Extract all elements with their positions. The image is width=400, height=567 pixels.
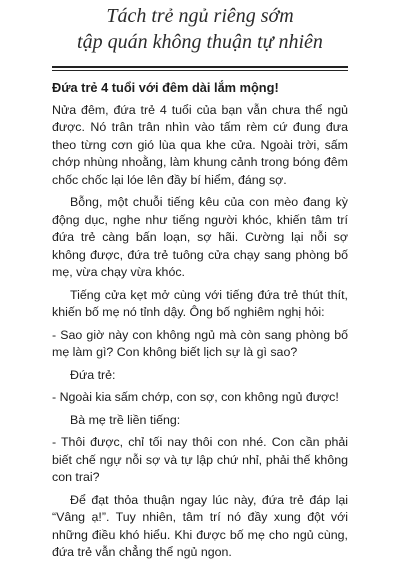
paragraph: Bà mẹ trề liền tiếng: — [70, 412, 181, 427]
paragraph: Bỗng, một chuỗi tiếng kêu của con mèo đang kỳ động dục, nghe như tiếng người khóc, khiến tâm trí đứa trẻ càng bấn loạn, sợ hãi. Cường lại nỗi sợ không được, đứa trẻ tuông cửa chạy sang phòng bố mẹ, vừa chạy vừa khóc. — [52, 195, 348, 279]
chapter-title-line-2: tập quán không thuận tự nhiên — [77, 31, 323, 53]
paragraph: Để đạt thỏa thuận ngay lúc này, đứa trẻ đáp lại “Vâng ạ!”. Tuy nhiên, tâm trí nó đầy xung đột với những điều khó hiểu. Khi được bố mẹ cho ngủ cùng, đứa trẻ vẫn chẳng thể ngủ ngon. — [52, 492, 348, 559]
chapter-title-line-1: Tách trẻ ngủ riêng sớm — [106, 5, 294, 27]
section-heading: Đứa trẻ 4 tuổi với đêm dài lắm mộng! — [52, 80, 279, 95]
title-divider-thin — [52, 70, 348, 71]
dialogue-line: - Thôi được, chỉ tối nay thôi con nhé. Con cần phải biết chế ngự nỗi sợ và tự lập chứ nhỉ, phải thế không con trai? — [52, 435, 348, 484]
body-text — [52, 79, 348, 567]
dialogue-line: - Ngoài kia sấm chớp, con sợ, con không ngủ được! — [52, 390, 339, 404]
title-divider-thick — [52, 66, 348, 68]
paragraph: Nửa đêm, đứa trẻ 4 tuổi của bạn vẫn chưa thể ngủ được. Nó trân trân nhìn vào tấm rèm cứ đung đưa theo từng cơn gió lùa qua khe cửa. Ngoài trời, sấm chớp nhùng nhoằng, làm khung cảnh trong bóng đêm chốc chốc lại lóe lên đầy bí hiểm, đáng sợ. — [52, 102, 348, 187]
paragraph: Tiếng cửa kẹt mở cùng với tiếng đứa trẻ thút thít, khiến bố mẹ nó tỉnh dậy. Ông bố nghiêm nghị hỏi: — [52, 287, 348, 319]
paragraph: Đứa trẻ: — [70, 367, 116, 382]
dialogue-line: - Sao giờ này con không ngủ mà còn sang phòng bố mẹ làm gì? Con không biết lịch sự là gì sao? — [52, 327, 348, 359]
